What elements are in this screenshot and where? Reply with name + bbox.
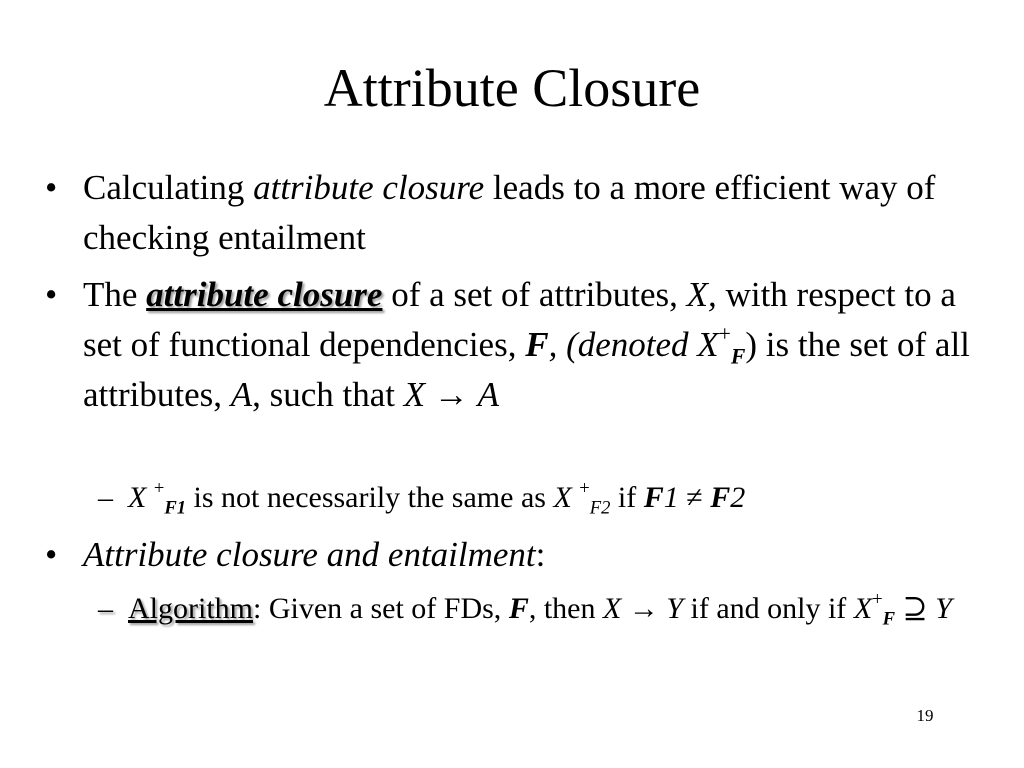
subscript-f: F (730, 344, 746, 369)
subbullet-not-same (98, 477, 998, 519)
bullet-text (45, 270, 975, 420)
dash-glyph: – (98, 481, 113, 514)
var-a: A (477, 375, 500, 414)
var-index: 2 (730, 481, 746, 514)
not-equal-symbol: ≠ (678, 481, 711, 514)
text-run: Calculating (83, 168, 254, 207)
var-f: F (643, 481, 664, 514)
text-run: with respect to a set of functional dependencies, (83, 275, 956, 364)
text-run: is not necessarily the same as (186, 481, 554, 514)
text-run: The (83, 275, 147, 314)
var-x: X (602, 592, 622, 625)
var-f: F (508, 592, 529, 625)
bullet-glyph: • (45, 275, 58, 314)
arrow-symbol: → (621, 592, 667, 625)
var-x: X (697, 325, 719, 364)
superscript-plus: + (579, 477, 590, 499)
bullet-text (45, 530, 975, 580)
page-number: 19 (916, 706, 934, 725)
var-f: F (525, 325, 549, 364)
subscript-f2: F2 (589, 497, 611, 519)
subscript-f: F (882, 608, 896, 630)
algorithm-link[interactable]: Algorithm (128, 592, 253, 625)
text-run: , (denoted (548, 325, 698, 364)
dash-glyph: – (98, 592, 113, 625)
term-attribute-closure: attribute closure (253, 168, 485, 207)
arrow-symbol: → (425, 375, 478, 414)
var-x: X (403, 375, 426, 414)
text-run: , then (528, 592, 603, 625)
subbullet-algorithm (98, 588, 998, 630)
text-run: of a set of attributes, (382, 275, 687, 314)
var-f: F (710, 481, 731, 514)
subscript-f1: F1 (164, 497, 187, 519)
superscript-plus: + (153, 477, 165, 499)
term-attribute-closure-emphasis: attribute closure (146, 275, 383, 314)
var-x: X, (686, 275, 717, 314)
var-x: X (128, 481, 147, 514)
subbullet-text (98, 588, 998, 630)
text-run: leads to a more efficient way of checking entailment (83, 168, 936, 257)
var-x: X (553, 481, 572, 514)
text-run: if (610, 481, 644, 514)
bullet-calculating (45, 163, 975, 263)
text-run: , such that (252, 375, 404, 414)
superscript-plus: + (718, 321, 731, 346)
bullet-definition (45, 270, 975, 420)
var-y: Y (935, 592, 952, 625)
bullet-glyph: • (45, 535, 58, 574)
bullet-glyph: • (45, 168, 58, 207)
var-x: X (853, 592, 873, 625)
var-y: Y (666, 592, 683, 625)
heading-closure-entailment: Attribute closure and entailment (83, 535, 536, 574)
text-run: : Given a set of FDs, (253, 592, 509, 625)
superscript-plus: + (872, 588, 883, 610)
bullet-text (45, 163, 975, 263)
var-a: A (230, 375, 253, 414)
text-run: ) is the set of all attributes, (83, 325, 970, 414)
var-index: 1 (663, 481, 679, 514)
slide-title: Attribute Closure (323, 58, 701, 118)
bullet-closure-entailment (45, 530, 975, 580)
text-run: : (535, 535, 546, 574)
text-run: if and only if (683, 592, 854, 625)
subbullet-text (98, 477, 998, 519)
superset-symbol: ⊇ (895, 592, 936, 625)
